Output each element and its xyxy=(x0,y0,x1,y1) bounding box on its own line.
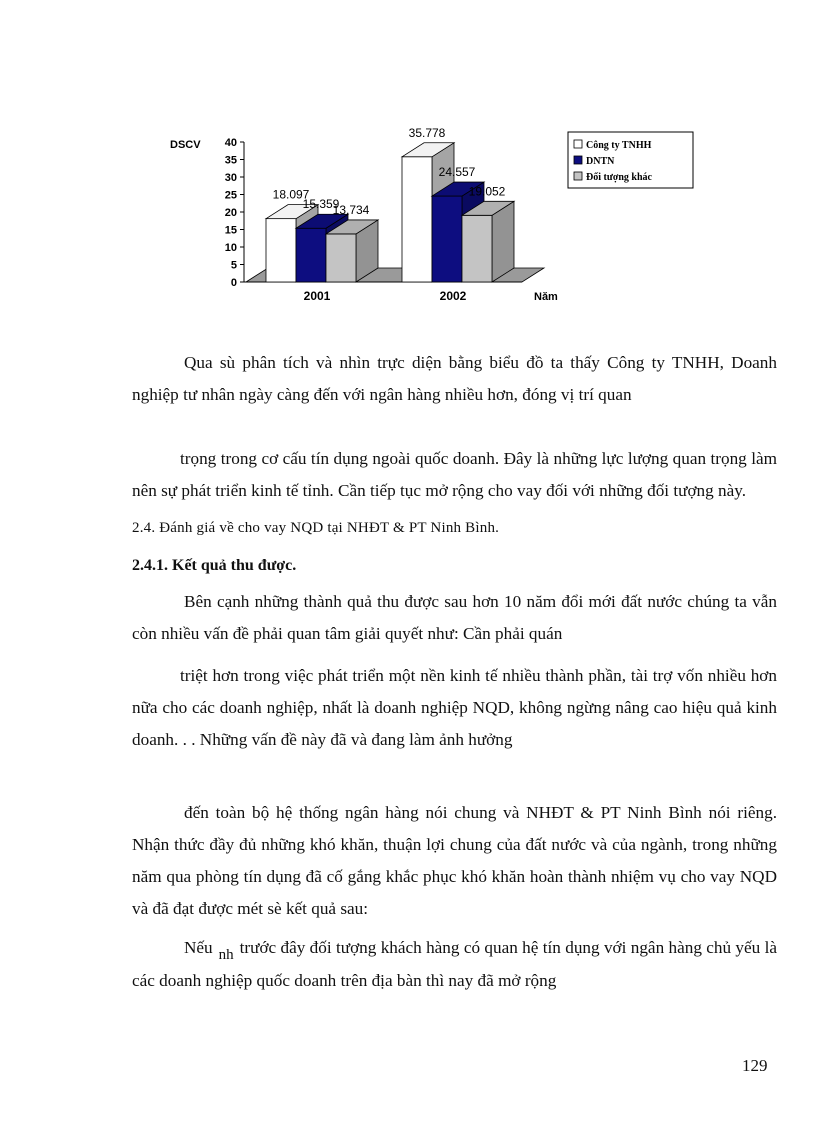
section-heading-2-4: 2.4. Đánh giá về cho vay NQD tại NHĐT & PT Ninh Bình. xyxy=(132,520,500,536)
y-tick-label: 30 xyxy=(224,172,237,184)
paragraph-customers-rest: trước đây đối tượng khách hàng có quan hệ tín dụng với ngân hàng chủ yếu là các doanh nghiệp quốc doanh trên địa bàn thì nay đã mở rộng xyxy=(132,938,777,990)
y-tick-label: 25 xyxy=(224,189,237,202)
legend-swatch xyxy=(574,172,582,180)
y-tick-label: 10 xyxy=(224,242,237,254)
data-label: 35.778 xyxy=(408,125,446,140)
bar xyxy=(402,157,432,282)
y-tick-label: 20 xyxy=(224,207,237,219)
page-number: 129 xyxy=(742,1056,768,1075)
x-tick-label: 2002 xyxy=(439,289,467,303)
legend-entry: DNTN xyxy=(586,156,615,167)
data-label: 18.097 xyxy=(272,187,310,202)
inline-fragment: nh xyxy=(218,947,234,963)
paragraph-issues: triệt hơn trong việc phát triển một nền kinh tế nhiều thành phần, tài trợ vốn nhiều hơn nữa cho các doanh nghiệp, nhất là doanh nghiệp NQD, không ngừng nâng cao hiệu quả kinh doanh. . . Những vấn đề này đã và đang làm ảnh hưởng xyxy=(132,666,777,749)
paragraph-analysis: Qua sù phân tích và nhìn trực diện bằng biểu đồ ta thấy Công ty TNHH, Doanh nghiệp tư nhân ngày càng đến với ngân hàng nhiều hơn, đóng vị trí quan xyxy=(132,353,777,404)
y-tick-label: 35 xyxy=(224,154,237,167)
paragraph-awareness: đến toàn bộ hệ thống ngân hàng nói chung và NHĐT & PT Ninh Bình nói riêng. Nhận thức đầy đủ những khó khăn, thuận lợi chung của đất nước và của ngành, trong những năm qua phòng tín dụng đã cố gắng khắc phục khó khăn hoàn thành nhiệm vụ cho vay NQD và đã đạt được mét sè kết quả sau: xyxy=(132,803,777,918)
x-axis-label: Năm xyxy=(534,291,558,303)
bar-chart xyxy=(160,118,700,318)
legend-swatch xyxy=(574,140,582,148)
y-tick-label: 5 xyxy=(230,259,237,272)
y-axis-label: DSCV xyxy=(170,139,201,151)
bar xyxy=(326,234,356,282)
section-heading-2-4-1: 2.4.1. Kết quả thu được. xyxy=(132,557,297,574)
legend-entry: Công ty TNHH xyxy=(586,140,652,151)
paragraph-customers xyxy=(132,932,777,997)
bar xyxy=(296,228,326,282)
data-label: 24.557 xyxy=(438,165,476,180)
legend-swatch xyxy=(574,156,582,164)
x-tick-label: 2001 xyxy=(303,289,331,303)
data-label: 19.052 xyxy=(468,184,506,199)
paragraph-customers-start: Nếu xyxy=(184,938,213,957)
paragraph-importance: trọng trong cơ cấu tín dụng ngoài quốc doanh. Đây là những lực lượng quan trọng làm nên sự phát triển kinh tế tỉnh. Cần tiếp tục mở rộng cho vay đối với những đối tượng này. xyxy=(132,449,777,500)
y-tick-label: 40 xyxy=(224,137,237,149)
y-tick-label: 15 xyxy=(224,224,237,237)
data-label: 15.359 xyxy=(302,197,340,212)
y-tick-label: 0 xyxy=(230,277,237,289)
legend-entry: Đối tượng khác xyxy=(586,172,652,183)
paragraph-achievements: Bên cạnh những thành quả thu được sau hơn 10 năm đổi mới đất nước chúng ta vẫn còn nhiều vấn đề phải quan tâm giải quyết như: Cần phải quán xyxy=(132,592,777,643)
bar xyxy=(432,196,462,282)
bar xyxy=(462,215,492,282)
bar xyxy=(266,219,296,282)
data-label: 13.734 xyxy=(332,202,370,217)
